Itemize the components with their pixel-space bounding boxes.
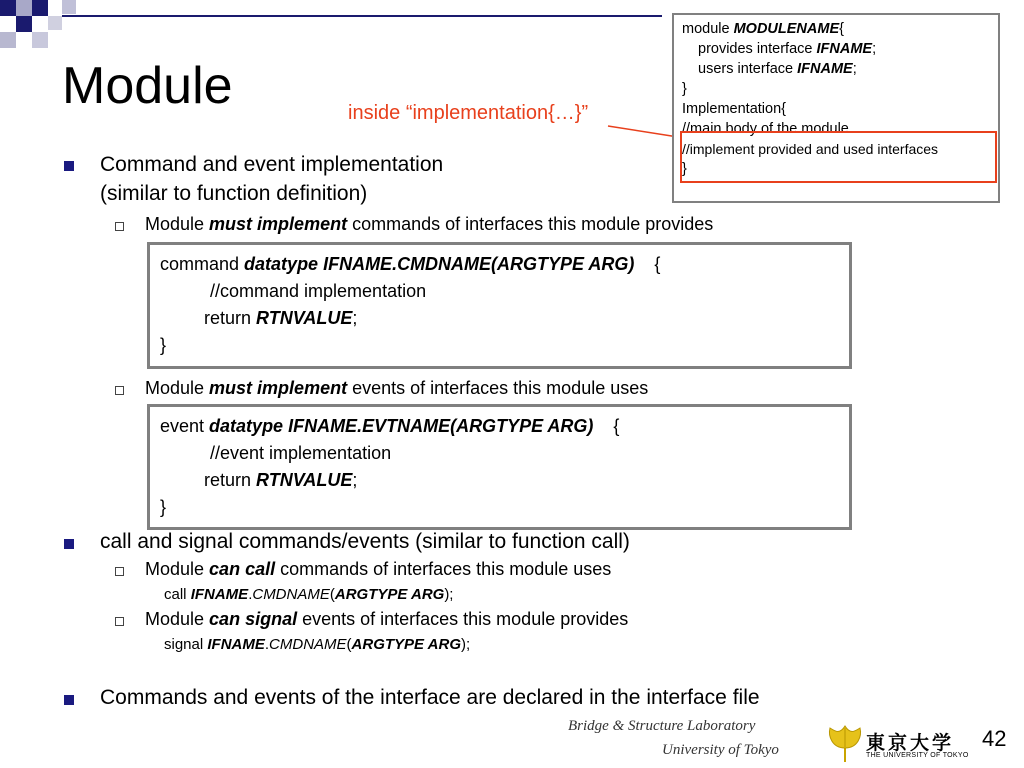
sub-bullet-marker [115, 617, 124, 626]
sub-bullet-text: Module must implement commands of interfaces this module provides [145, 214, 714, 234]
code-line: signal IFNAME.CMDNAME(ARGTYPE ARG); [164, 636, 471, 653]
university-logo-sub: THE UNIVERSITY OF TOKYO [866, 752, 969, 759]
bullet-marker [64, 539, 74, 549]
footer-university: University of Tokyo [662, 742, 779, 758]
callout-label: inside “implementation{…}” [348, 102, 589, 124]
code-line: call IFNAME.CMDNAME(ARGTYPE ARG); [164, 586, 454, 603]
bullet-marker [64, 695, 74, 705]
sub-bullet-marker [115, 386, 124, 395]
module-syntax-box: module MODULENAME{ provides interface IFNAME; users interface IFNAME; } Implementation{ //main body of the module //implement provided and used interfaces } [672, 13, 1000, 203]
command-code-box: command datatype IFNAME.CMDNAME(ARGTYPE ARG) { //command implementation return RTNVALUE; } [147, 242, 852, 369]
sub-bullet-marker [115, 222, 124, 231]
bullet-text: Commands and events of the interface are declared in the interface file [100, 686, 760, 709]
event-code-box: event datatype IFNAME.EVTNAME(ARGTYPE ARG) { //event implementation return RTNVALUE; } [147, 404, 852, 530]
bullet-text: call and signal commands/events (similar to function call) [100, 530, 630, 553]
sub-bullet-text: Module must implement events of interfaces this module uses [145, 378, 649, 398]
bullet-text: Command and event implementation [100, 153, 444, 176]
bullet-text-cont: (similar to function definition) [100, 182, 368, 205]
sub-bullet-text: Module can signal events of interfaces this module provides [145, 609, 629, 629]
university-logo-text: 東京大学 [866, 732, 955, 754]
bullet-marker [64, 161, 74, 171]
footer-lab: Bridge & Structure Laboratory [568, 718, 756, 734]
page-title: Module [62, 57, 233, 115]
highlight-box [680, 131, 997, 183]
sub-bullet-marker [115, 567, 124, 576]
title-rule [62, 15, 662, 17]
page-number: 42 [982, 726, 1007, 751]
sub-bullet-text: Module can call commands of interfaces this module uses [145, 559, 612, 579]
ginkgo-logo-icon [826, 722, 864, 764]
